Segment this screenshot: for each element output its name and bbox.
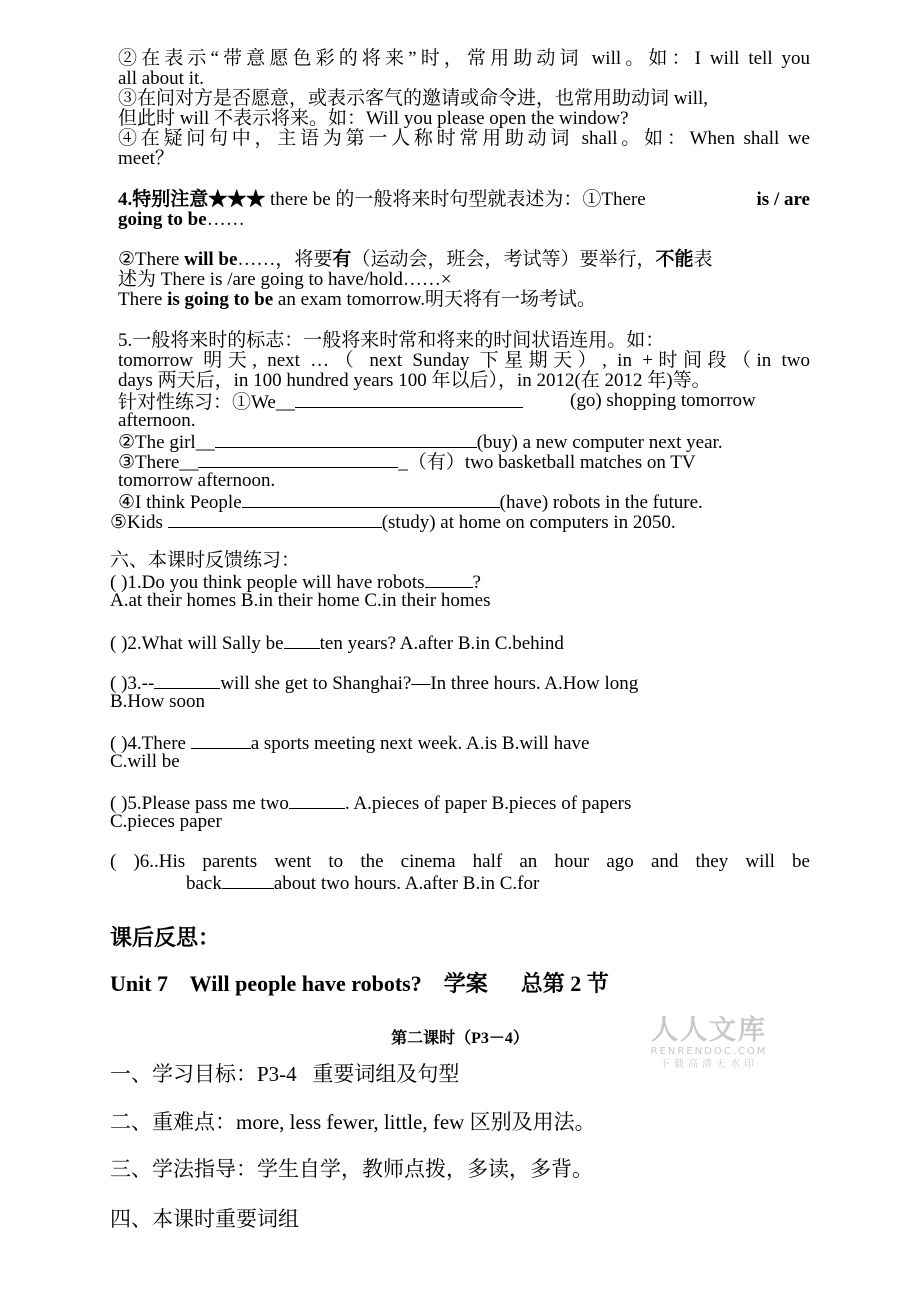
rule-3-line-1: ③在问对方是否愿意，或表示客气的邀请或命令进，也常用助动词 will, (118, 88, 709, 109)
rule-2-line-1: ②在表示“带意愿色彩的将来”时，常用助动词 will。如：I will tell you (118, 48, 810, 69)
question-3-text: will she get to Shanghai?—In three hours. A.How long (220, 673, 639, 694)
note-4-text: there be 的一般将来时句型就表述为：①There (265, 189, 646, 210)
question-1-text: ( )1.Do you think people will have robots (110, 572, 425, 593)
question-2-blank[interactable] (284, 632, 320, 649)
section-1: 一、学习目标：P3-4 重要词组及句型 (110, 1062, 460, 1086)
practice-2-suffix: (buy) a new computer next year. (476, 432, 723, 453)
question-1-mark: ? (472, 572, 481, 593)
lesson-title: 第二课时（P3－4） (391, 1030, 529, 1047)
section-4: 四、本课时重要词组 (110, 1207, 299, 1231)
practice-5-blank[interactable] (168, 511, 382, 528)
question-2-options: ten years? A.after B.in C.behind (319, 633, 564, 654)
reflection-heading: 课后反思： (110, 925, 221, 950)
question-3-prefix: ( )3.-- (110, 673, 155, 694)
note-4-example-bold: is going to be (167, 289, 274, 310)
note-4-buneng: 不能 (655, 249, 694, 270)
question-1-blank[interactable] (425, 571, 473, 588)
question-6-line-2 (186, 872, 539, 894)
note-4-example-there: There (118, 289, 168, 310)
question-5-blank[interactable] (289, 792, 345, 809)
signs-line-3: days 两天后，in 100 hundred years 100 年以后），in 2012(在 2012 年)等。 (118, 370, 711, 391)
practice-1 (118, 391, 810, 413)
practice-5 (110, 511, 676, 533)
note-4-line-2 (118, 210, 245, 230)
question-2-text: ( )2.What will Sally be (110, 633, 284, 654)
practice-4 (118, 491, 703, 513)
watermark (648, 1016, 770, 1072)
question-5-text: . A.pieces of paper B.pieces of papers (344, 793, 632, 814)
question-1-options: A.at their homes B.in their home C.in their homes (110, 590, 491, 611)
question-4-option-c: C.will be (110, 751, 180, 772)
feedback-title: 六、本课时反馈练习： (110, 550, 301, 571)
practice-4-suffix: (have) robots in the future. (499, 492, 703, 513)
note-4-line-1 (118, 190, 810, 210)
signs-line-1: 5.一般将来时的标志：一般将来时常和将来的时间状语连用。如： (118, 330, 665, 351)
question-6-back: back (186, 873, 222, 894)
question-5-option-c: C.pieces paper (110, 811, 222, 832)
watermark-tag: 下载高清无水印 (660, 1059, 758, 1070)
practice-2-prefix: ②The girl__ (118, 432, 215, 453)
unit-title: Unit 7 Will people have robots? 学案 总第 2 节 (110, 971, 609, 996)
rule-2-line-2: all about it. (118, 68, 205, 89)
note-4-heading: 4.特别注意★★★ (118, 189, 266, 210)
question-4-text: a sports meeting next week. A.is B.will have (250, 733, 590, 754)
practice-3-suffix: _（有）two basketball matches on TV (398, 452, 696, 473)
note-4-line-4: 述为 There is /are going to have/hold……× (118, 269, 452, 290)
practice-5-prefix: ⑤Kids (110, 512, 168, 533)
practice-3-cont: tomorrow afternoon. (118, 470, 276, 491)
question-4-prefix: ( )4.There (110, 733, 191, 754)
note-4-will-be: will be (184, 249, 238, 270)
practice-1-blank[interactable] (295, 391, 523, 408)
note-4-bold-going-to-be: going to be (118, 209, 207, 230)
watermark-site: RENRENDOC.COM (650, 1046, 768, 1057)
question-3 (110, 672, 810, 694)
question-6-blank[interactable] (222, 872, 274, 889)
question-6-line-1: ( )6..His parents went to the cinema half an hour ago and they will be (110, 851, 810, 872)
practice-4-blank[interactable] (242, 491, 500, 508)
note-4-line-5 (118, 290, 596, 310)
question-2 (110, 632, 564, 654)
rule-4-line-2: meet？ (118, 148, 174, 169)
practice-1-cont: afternoon. (118, 410, 196, 431)
rule-3-line-2: 但此时 will 不表示将来。如：Will you please open the window? (118, 108, 629, 129)
note-4-there: ②There (118, 249, 185, 270)
practice-4-prefix: ④I think People (118, 492, 242, 513)
note-4-text-c: 表 (693, 249, 713, 270)
question-4 (110, 732, 810, 754)
note-4-text-b: （运动会，班会，考试等）要举行， (351, 249, 656, 270)
practice-3-prefix: ③There__ (118, 452, 199, 473)
practice-2 (118, 431, 723, 453)
note-4-example-rest: an exam tomorrow.明天将有一场考试。 (273, 289, 596, 310)
note-4-bold-is-are: is / are (756, 189, 810, 210)
practice-1-suffix: (go) shopping tomorrow (570, 390, 756, 411)
practice-5-suffix: (study) at home on computers in 2050. (381, 512, 676, 533)
practice-1-prefix: 针对性练习：①We__ (118, 392, 295, 413)
note-4-line-3 (118, 250, 810, 270)
question-4-blank[interactable] (191, 732, 251, 749)
section-2: 二、重难点：more, less fewer, little, few 区别及用法。 (110, 1110, 596, 1134)
signs-line-2: tomorrow 明天, next …（ next Sunday 下星期天）, in +时间段（in two (118, 350, 810, 371)
note-4-you: 有 (332, 249, 352, 270)
question-5-prefix: ( )5.Please pass me two (110, 793, 289, 814)
section-3: 三、学法指导：学生自学，教师点拨，多读，多背。 (110, 1157, 593, 1181)
note-4-text-a: ……，将要 (237, 249, 333, 270)
question-3-blank[interactable] (154, 672, 220, 689)
rule-4-line-1: ④在疑问句中，主语为第一人称时常用助动词 shall。如：When shall we (118, 128, 810, 149)
practice-3-blank[interactable] (198, 451, 398, 468)
question-3-option-b: B.How soon (110, 691, 206, 712)
practice-2-blank[interactable] (215, 431, 477, 448)
question-6-text: about two hours. A.after B.in C.for (273, 873, 540, 894)
note-4-ellipsis: …… (206, 209, 245, 230)
watermark-name: 人人文库 (651, 1015, 767, 1046)
